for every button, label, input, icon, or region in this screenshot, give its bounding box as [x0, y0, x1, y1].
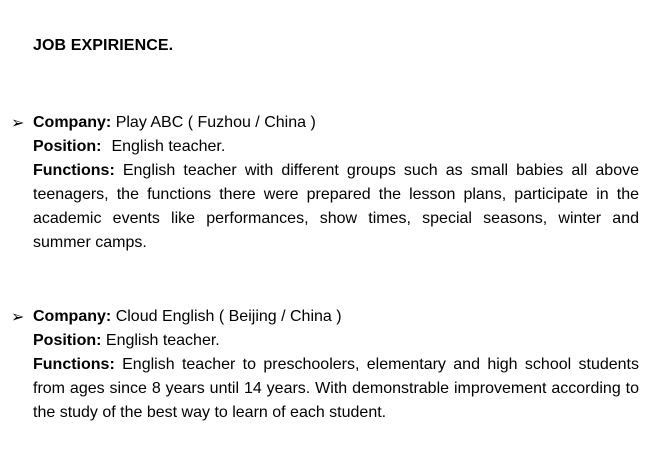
company-line	[33, 305, 639, 329]
arrow-bullet-icon: ➢	[11, 115, 25, 132]
functions-value: English teacher with different groups such as small babies all above teenagers, the functions there were prepared the lesson plans, participate in the academic events like performances, show times, special seasons, winter and summer camps.	[33, 162, 639, 251]
position-value: English teacher.	[111, 138, 226, 155]
job-details	[33, 111, 639, 255]
position-label: Position:	[33, 138, 102, 155]
position-line	[33, 135, 639, 159]
company-line	[33, 111, 639, 135]
company-value: Play ABC ( Fuzhou / China )	[115, 114, 316, 131]
functions-value: English teacher to preschoolers, elementary and high school students from ages since 8 years until 14 years. With demonstrable improvement according to the study of the best way to learn of each student.	[33, 356, 639, 421]
company-label: Company:	[33, 114, 112, 131]
company-label: Company:	[33, 308, 112, 325]
position-line	[33, 329, 639, 353]
section-title: JOB EXPIRIENCE.	[33, 37, 174, 54]
position-label: Position:	[33, 332, 102, 349]
position-value: English teacher.	[105, 332, 220, 349]
arrow-bullet-icon: ➢	[11, 309, 25, 326]
functions-label: Functions:	[33, 356, 115, 373]
job-details	[33, 305, 639, 425]
company-value: Cloud English ( Beijing / China )	[115, 308, 342, 325]
functions-label: Functions:	[33, 162, 115, 179]
functions-paragraph	[33, 353, 639, 425]
functions-paragraph	[33, 159, 639, 255]
